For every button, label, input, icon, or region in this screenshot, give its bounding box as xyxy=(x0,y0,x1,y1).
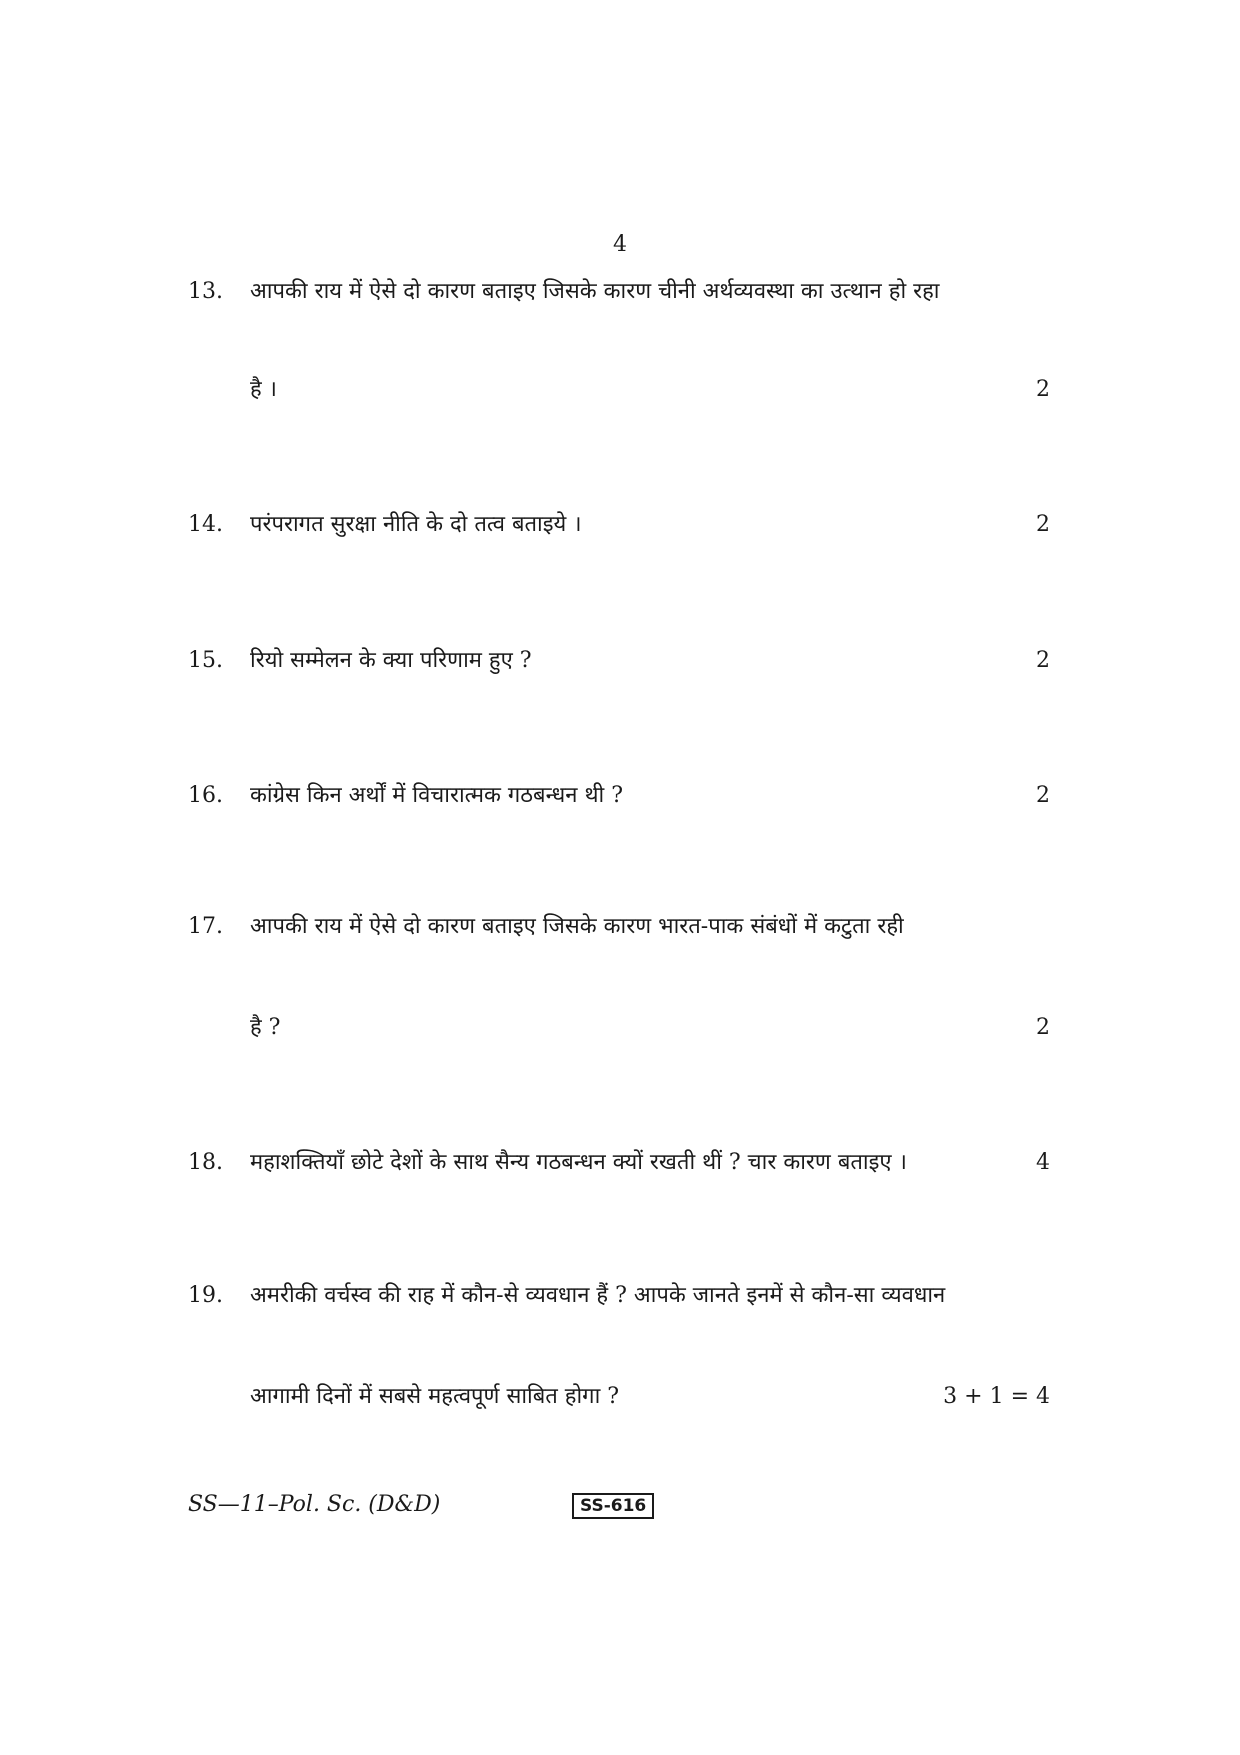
question-number: 18. xyxy=(188,1150,223,1175)
question-17 xyxy=(188,907,1050,947)
question-text: रियो सम्मेलन के क्या परिणाम हुए ? xyxy=(250,648,532,673)
question-text: है ? xyxy=(250,1015,281,1040)
paper-code: SS—11–Pol. Sc. (D&D) xyxy=(188,1492,441,1517)
question-16 xyxy=(188,776,1050,816)
question-18 xyxy=(188,1143,1050,1183)
question-text: अमरीकी वर्चस्व की राह में कौन-से व्यवधान हैं ? आपके जानते इनमें से कौन-सा व्यवधान xyxy=(250,1283,946,1308)
question-17-continued xyxy=(188,1008,1050,1048)
question-number: 16. xyxy=(188,783,223,808)
question-marks: 2 xyxy=(1036,512,1050,537)
question-marks: 2 xyxy=(1036,648,1050,673)
question-13-continued xyxy=(188,370,1050,410)
question-text: है । xyxy=(250,377,278,402)
question-number: 15. xyxy=(188,648,223,673)
question-marks: 2 xyxy=(1036,783,1050,808)
question-number: 17. xyxy=(188,914,223,939)
question-marks: 2 xyxy=(1036,1015,1050,1040)
question-marks: 4 xyxy=(1036,1150,1050,1175)
question-number: 13. xyxy=(188,279,223,304)
question-19-continued xyxy=(188,1377,1050,1417)
question-text: आपकी राय में ऐसे दो कारण बताइए जिसके कारण चीनी अर्थव्यवस्था का उत्थान हो रहा xyxy=(250,279,940,304)
question-19 xyxy=(188,1276,1050,1316)
question-text: परंपरागत सुरक्षा नीति के दो तत्व बताइये । xyxy=(250,512,582,537)
page-footer xyxy=(188,1485,1050,1525)
question-text: कांग्रेस किन अर्थों में विचारात्मक गठबन्धन थी ? xyxy=(250,783,623,808)
paper-code-badge: SS-616 xyxy=(572,1493,654,1519)
question-14 xyxy=(188,505,1050,545)
question-text: महाशक्तियाँ छोटे देशों के साथ सैन्य गठबन्धन क्यों रखती थीं ? चार कारण बताइए । xyxy=(250,1150,907,1175)
question-13 xyxy=(188,272,1050,312)
question-marks: 2 xyxy=(1036,377,1050,402)
page-number: 4 xyxy=(613,232,627,257)
question-15 xyxy=(188,641,1050,681)
question-marks: 3 + 1 = 4 xyxy=(943,1384,1050,1409)
question-text: आगामी दिनों में सबसे महत्वपूर्ण साबित होगा ? xyxy=(250,1384,620,1409)
question-text: आपकी राय में ऐसे दो कारण बताइए जिसके कारण भारत-पाक संबंधों में कटुता रही xyxy=(250,914,904,939)
question-number: 19. xyxy=(188,1283,223,1308)
question-number: 14. xyxy=(188,512,223,537)
